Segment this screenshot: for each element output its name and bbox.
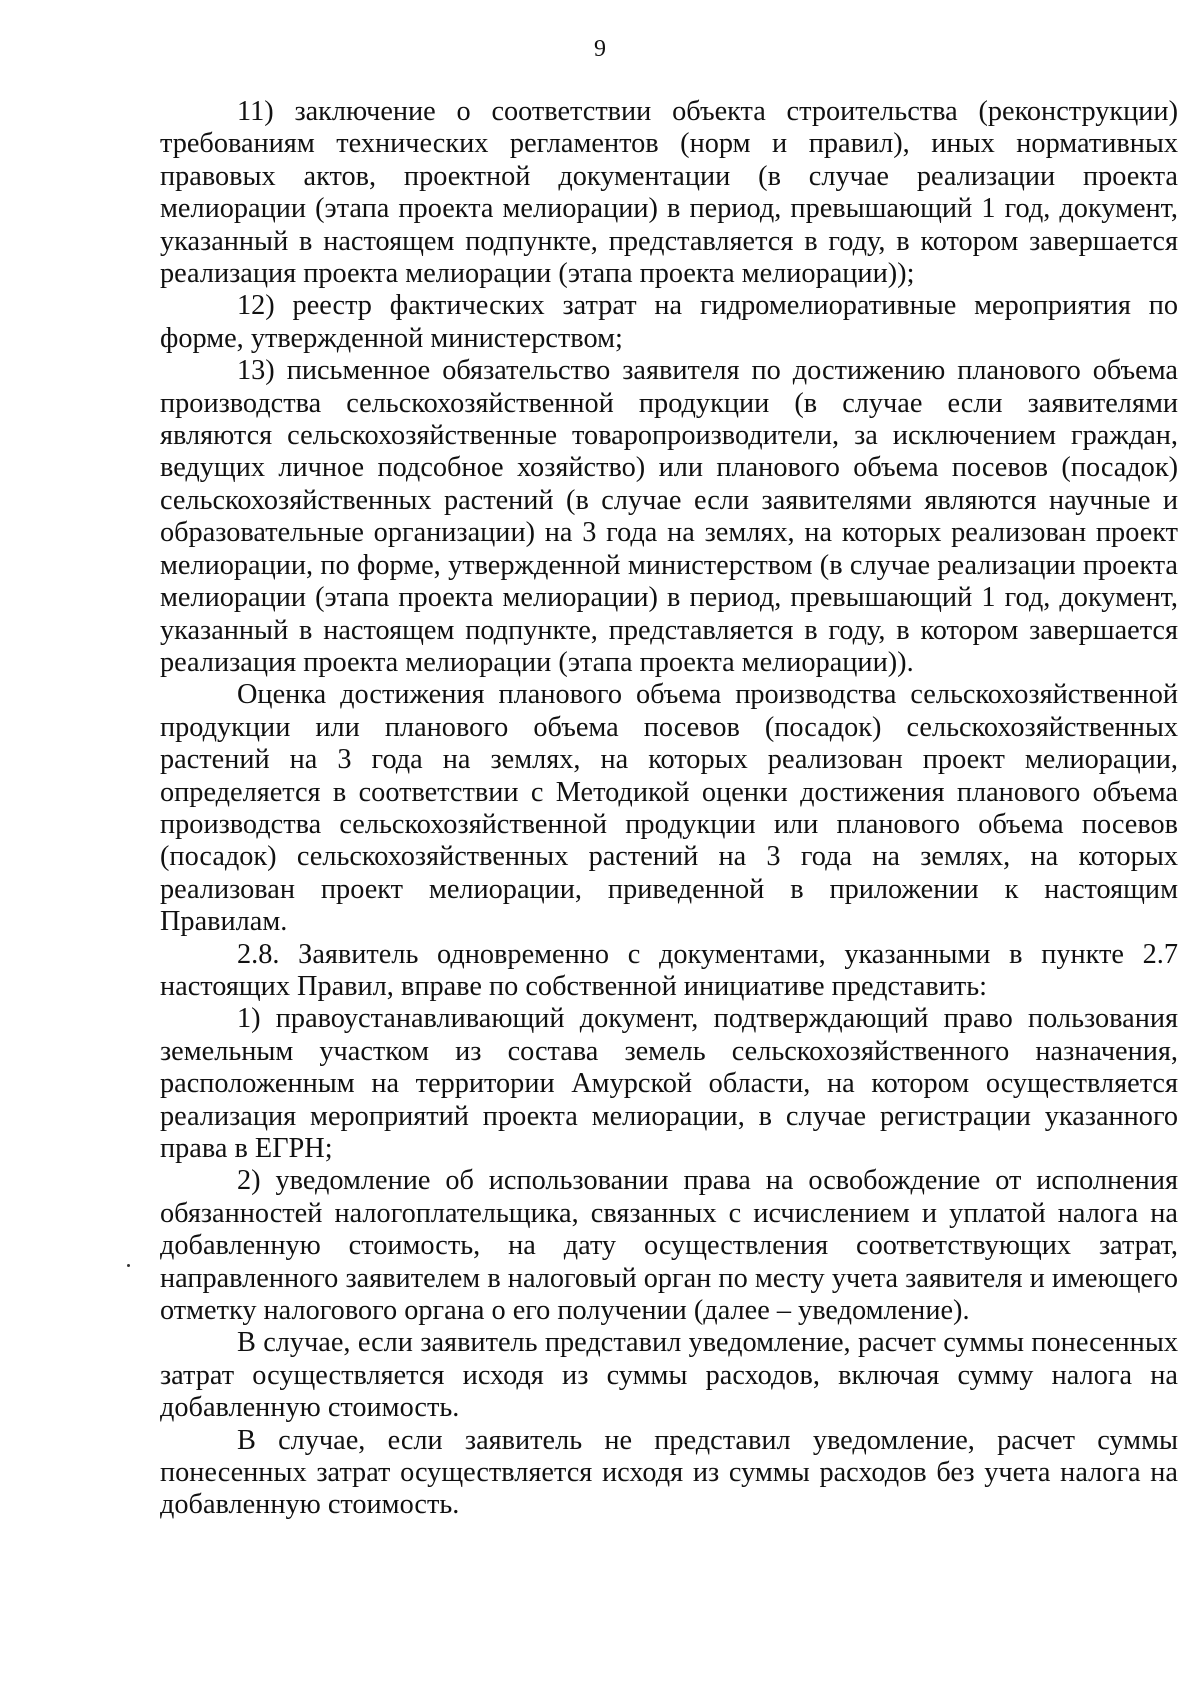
document-body	[160, 96, 1178, 1522]
paragraph-subitem-1: 1) правоустанавливающий документ, подтверждающий право пользования земельным участком из состава земель сельскохозяйственного назначения, расположенным на территории Амурской области, на котором осуществляется реализация мероприятий проекта мелиорации, в случае регистрации указанного права в ЕГРН;	[160, 1003, 1178, 1164]
paragraph-assessment: Оценка достижения планового объема производства сельскохозяйственной продукции или планового объема посевов (посадок) сельскохозяйственных растений на 3 года на землях, на которых реализован проект мелиорации, определяется в соответствии с Методикой оценки достижения планового объема производства сельскохозяйственной продукции или планового объема посевов (посадок) сельскохозяйственных растений на 3 года на землях, на которых реализован проект мелиорации, приведенной в приложении к настоящим Правилам.	[160, 679, 1178, 938]
paragraph-vat-excluded: В случае, если заявитель не представил уведомление, расчет суммы понесенных затрат осуществляется исходя из суммы расходов без учета налога на добавленную стоимость.	[160, 1424, 1178, 1521]
scan-dot-mark	[127, 1264, 130, 1267]
paragraph-item-11: 11) заключение о соответствии объекта строительства (реконструкции) требованиям технических регламентов (норм и правил), иных нормативных правовых актов, проектной документации (в случае реализации проекта мелиорации (этапа проекта мелиорации) в период, превышающий 1 год, документ, указанный в настоящем подпункте, представляется в году, в котором завершается реализация проекта мелиорации (этапа проекта мелиорации));	[160, 96, 1178, 290]
paragraph-item-13: 13) письменное обязательство заявителя по достижению планового объема производства сельскохозяйственной продукции (в случае если заявителями являются сельскохозяйственные товаропроизводители, за исключением граждан, ведущих личное подсобное хозяйство) или планового объема посевов (посадок) сельскохозяйственных растений (в случае если заявителями являются научные и образовательные организации) на 3 года на землях, на которых реализован проект мелиорации, по форме, утвержденной министерством (в случае реализации проекта мелиорации (этапа проекта мелиорации) в период, превышающий 1 год, документ, указанный в настоящем подпункте, представляется в году, в котором завершается реализация проекта мелиорации (этапа проекта мелиорации)).	[160, 355, 1178, 678]
page-number: 9	[594, 36, 606, 62]
paragraph-clause-2-8: 2.8. Заявитель одновременно с документами, указанными в пункте 2.7 настоящих Правил, вправе по собственной инициативе представить:	[160, 938, 1178, 1002]
paragraph-item-12: 12) реестр фактических затрат на гидромелиоративные мероприятия по форме, утвержденной министерством;	[160, 290, 1178, 354]
paragraph-subitem-2: 2) уведомление об использовании права на освобождение от исполнения обязанностей налогоплательщика, связанных с исчислением и уплатой налога на добавленную стоимость, на дату осуществления соответствующих затрат, направленного заявителем в налоговый орган по месту учета заявителя и имеющего отметку налогового органа о его получении (далее – уведомление).	[160, 1165, 1178, 1327]
paragraph-vat-included: В случае, если заявитель представил уведомление, расчет суммы понесенных затрат осуществляется исходя из суммы расходов, включая сумму налога на добавленную стоимость.	[160, 1327, 1178, 1424]
